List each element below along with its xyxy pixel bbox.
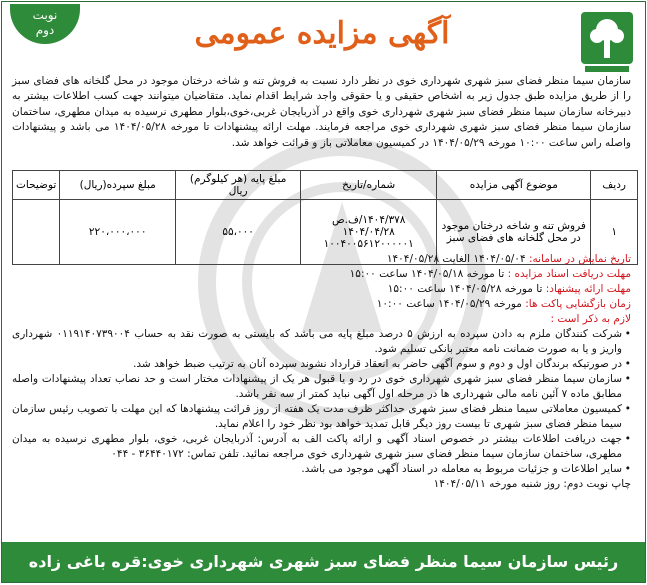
row-index: ۱ xyxy=(591,200,638,265)
display-date-label: تاریخ نمایش در سامانه: xyxy=(528,253,631,265)
col-deposit-header: مبلغ سپرده(ریال) xyxy=(60,171,176,200)
advertisement-page xyxy=(1,1,646,583)
notes-label: لازم به ذکر است : xyxy=(550,313,631,325)
col-subject-header: موضوع آگهی مزایده xyxy=(437,171,591,200)
list-item: • کمیسیون معاملاتی سیما منظر فضای سبز شهری حداکثر ظرف مدت یک هفته از روز قرائت پیشنهادها که این مهلت با تصویب رئیس سازمان سیما منظر فضای سبز شهری تا بیست روز دیگر قابل تمدید خواهد بود نظر خود را اعلام نماید. xyxy=(12,402,631,432)
badge-line-2: دوم xyxy=(35,23,55,37)
docs-deadline-value: تا مورخه ۱۴۰۴/۰۵/۱۸ ساعت ۱۵:۰۰ xyxy=(349,268,505,280)
auction-table xyxy=(12,170,638,265)
offer-deadline-value: تا مورخه ۱۴۰۴/۰۵/۲۸ ساعت ۱۵:۰۰ xyxy=(387,283,543,295)
list-item: • در صورتیکه برندگان اول و دوم و سوم آگهی حاضر به انعقاد قرارداد نشوند سپرده آنان به ترتیب ضبط خواهد شد. xyxy=(12,357,631,372)
issue-badge xyxy=(10,4,80,44)
print-date-line: چاپ نوبت دوم: روز شنبه مورخه ۱۴۰۴/۰۵/۱۱ xyxy=(433,478,631,490)
badge-line-1: نوبت xyxy=(32,8,58,22)
col-number-header: شماره/تاریخ xyxy=(301,171,437,200)
table-header-row xyxy=(13,171,638,200)
docs-deadline-line xyxy=(12,267,631,282)
row-number-line-3: ۱۰۰۴۰۰۵۶۱۲۰۰۰۰۰۱ xyxy=(323,238,414,250)
row-deposit: ۲۲۰،۰۰۰،۰۰۰ xyxy=(60,200,176,265)
row-number-line-2: ۱۴۰۴/۰۴/۲۸ xyxy=(342,226,395,238)
col-index-header: ردیف xyxy=(591,171,638,200)
offer-deadline-label: مهلت ارائه پیشنهاد: xyxy=(545,283,631,295)
col-base-price-header: مبلغ پایه (هر کیلوگرم) ریال xyxy=(176,171,301,200)
docs-deadline-label: مهلت دریافت اسناد مزایده : xyxy=(507,268,631,280)
list-item: • سازمان سیما منظر فضای سبز شهری شهرداری خوی در رد و یا قبول هر یک از پیشنهادات مختار است و حد نصاب تعداد پیشنهادات واصله مطابق ماده ۷ آئین نامه مالی شهرداری ها در مرحله اول آگهی نباید کمتر از سه نفر باشد. xyxy=(12,372,631,402)
col-notes-header: توضیحات xyxy=(13,171,60,200)
display-date-value: ۱۴۰۴/۰۵/۰۴ الغایت ۱۴۰۴/۰۵/۲۸ xyxy=(386,253,526,265)
intro-paragraph: سازمان سیما منظر فضای سبز شهری شهرداری خوی در نظر دارد نسبت به فروش تنه و شاخه درختان موجود در محل گلخانه های فضای سبز را از طریق مزایده طبق جدول زیر به اشخاص حقیقی و یا حقوقی واجد شرایط اقدام نماید. متقاضیان میتوانند جهت کسب اطلاعات بیشتر به دبیرخانه سازمان سیما منظر فضای سبز شهری شهرداری خوی واقع در آذربایجان غربی،خوی،بلوار مطهری نرسیده به میدان مطهری، ساختمان سازمان سیما منظر فضای سبز شهری شهرداری خوی مراجعه فرمایند. مهلت ارائه پیشنهادات تا مورخه ۱۴۰۴/۰۵/۲۸ می باشد و پیشنهادات واصله راس ساعت ۱۰:۰۰ مورخه ۱۴۰۴/۰۵/۲۹ در کمیسیون معاملاتی باز و قرائت خواهد شد. xyxy=(12,75,631,149)
offer-deadline-line xyxy=(12,282,631,297)
opening-time-line xyxy=(12,297,631,312)
opening-time-label: زمان بازگشایی پاکت ها: xyxy=(525,298,631,310)
row-number-line-1: ۱۴۰۴/۳۷۸/ف.ص xyxy=(331,214,406,226)
opening-time-value: مورخه ۱۴۰۴/۰۵/۲۹ ساعت ۱۰:۰۰ xyxy=(376,298,522,310)
row-subject: فروش تنه و شاخه درختان موجود در محل گلخانه های فضای سبز xyxy=(437,200,591,265)
list-item: • جهت دریافت اطلاعات بیشتر در خصوص اسناد آگهی و ارائه پاکت الف به آدرس: آذربایجان غربی، خوی، بلوار مطهری نرسیده به میدان مطهری، ساختمان سازمان سیما منظر فضای سبز شهری شهرداری خوی مراجعه نمائید. تلفن تماس: ۳۶۴۴۰۱۷۲ - ۰۴۴ xyxy=(12,432,631,462)
display-date-line xyxy=(12,252,631,267)
details-section xyxy=(12,252,631,492)
tree-logo-icon xyxy=(575,6,639,76)
list-item: • سایر اطلاعات و جزئیات مربوط به معامله در اسناد آگهی موجود می باشد. xyxy=(12,462,631,477)
page-title: آگهی مزایده عمومی xyxy=(194,16,450,51)
signature-footer: رئیس سازمان سیما منظر فضای سبز شهری شهرداری خوی:قره باغی زاده xyxy=(2,542,645,582)
list-item: • شرکت کنندگان ملزم به دادن سپرده به ارزش ۵ درصد مبلغ پایه می باشد که بایستی به صورت نقد به حساب ۰۱۱۹۱۴۰۷۳۹۰۰۴ شهرداری واریز و یا به صورت ضمانت نامه معتبر بانکی تسلیم شود. xyxy=(12,327,631,357)
row-base-price: ۵۵،۰۰۰ xyxy=(176,200,301,265)
conditions-list xyxy=(12,327,631,477)
